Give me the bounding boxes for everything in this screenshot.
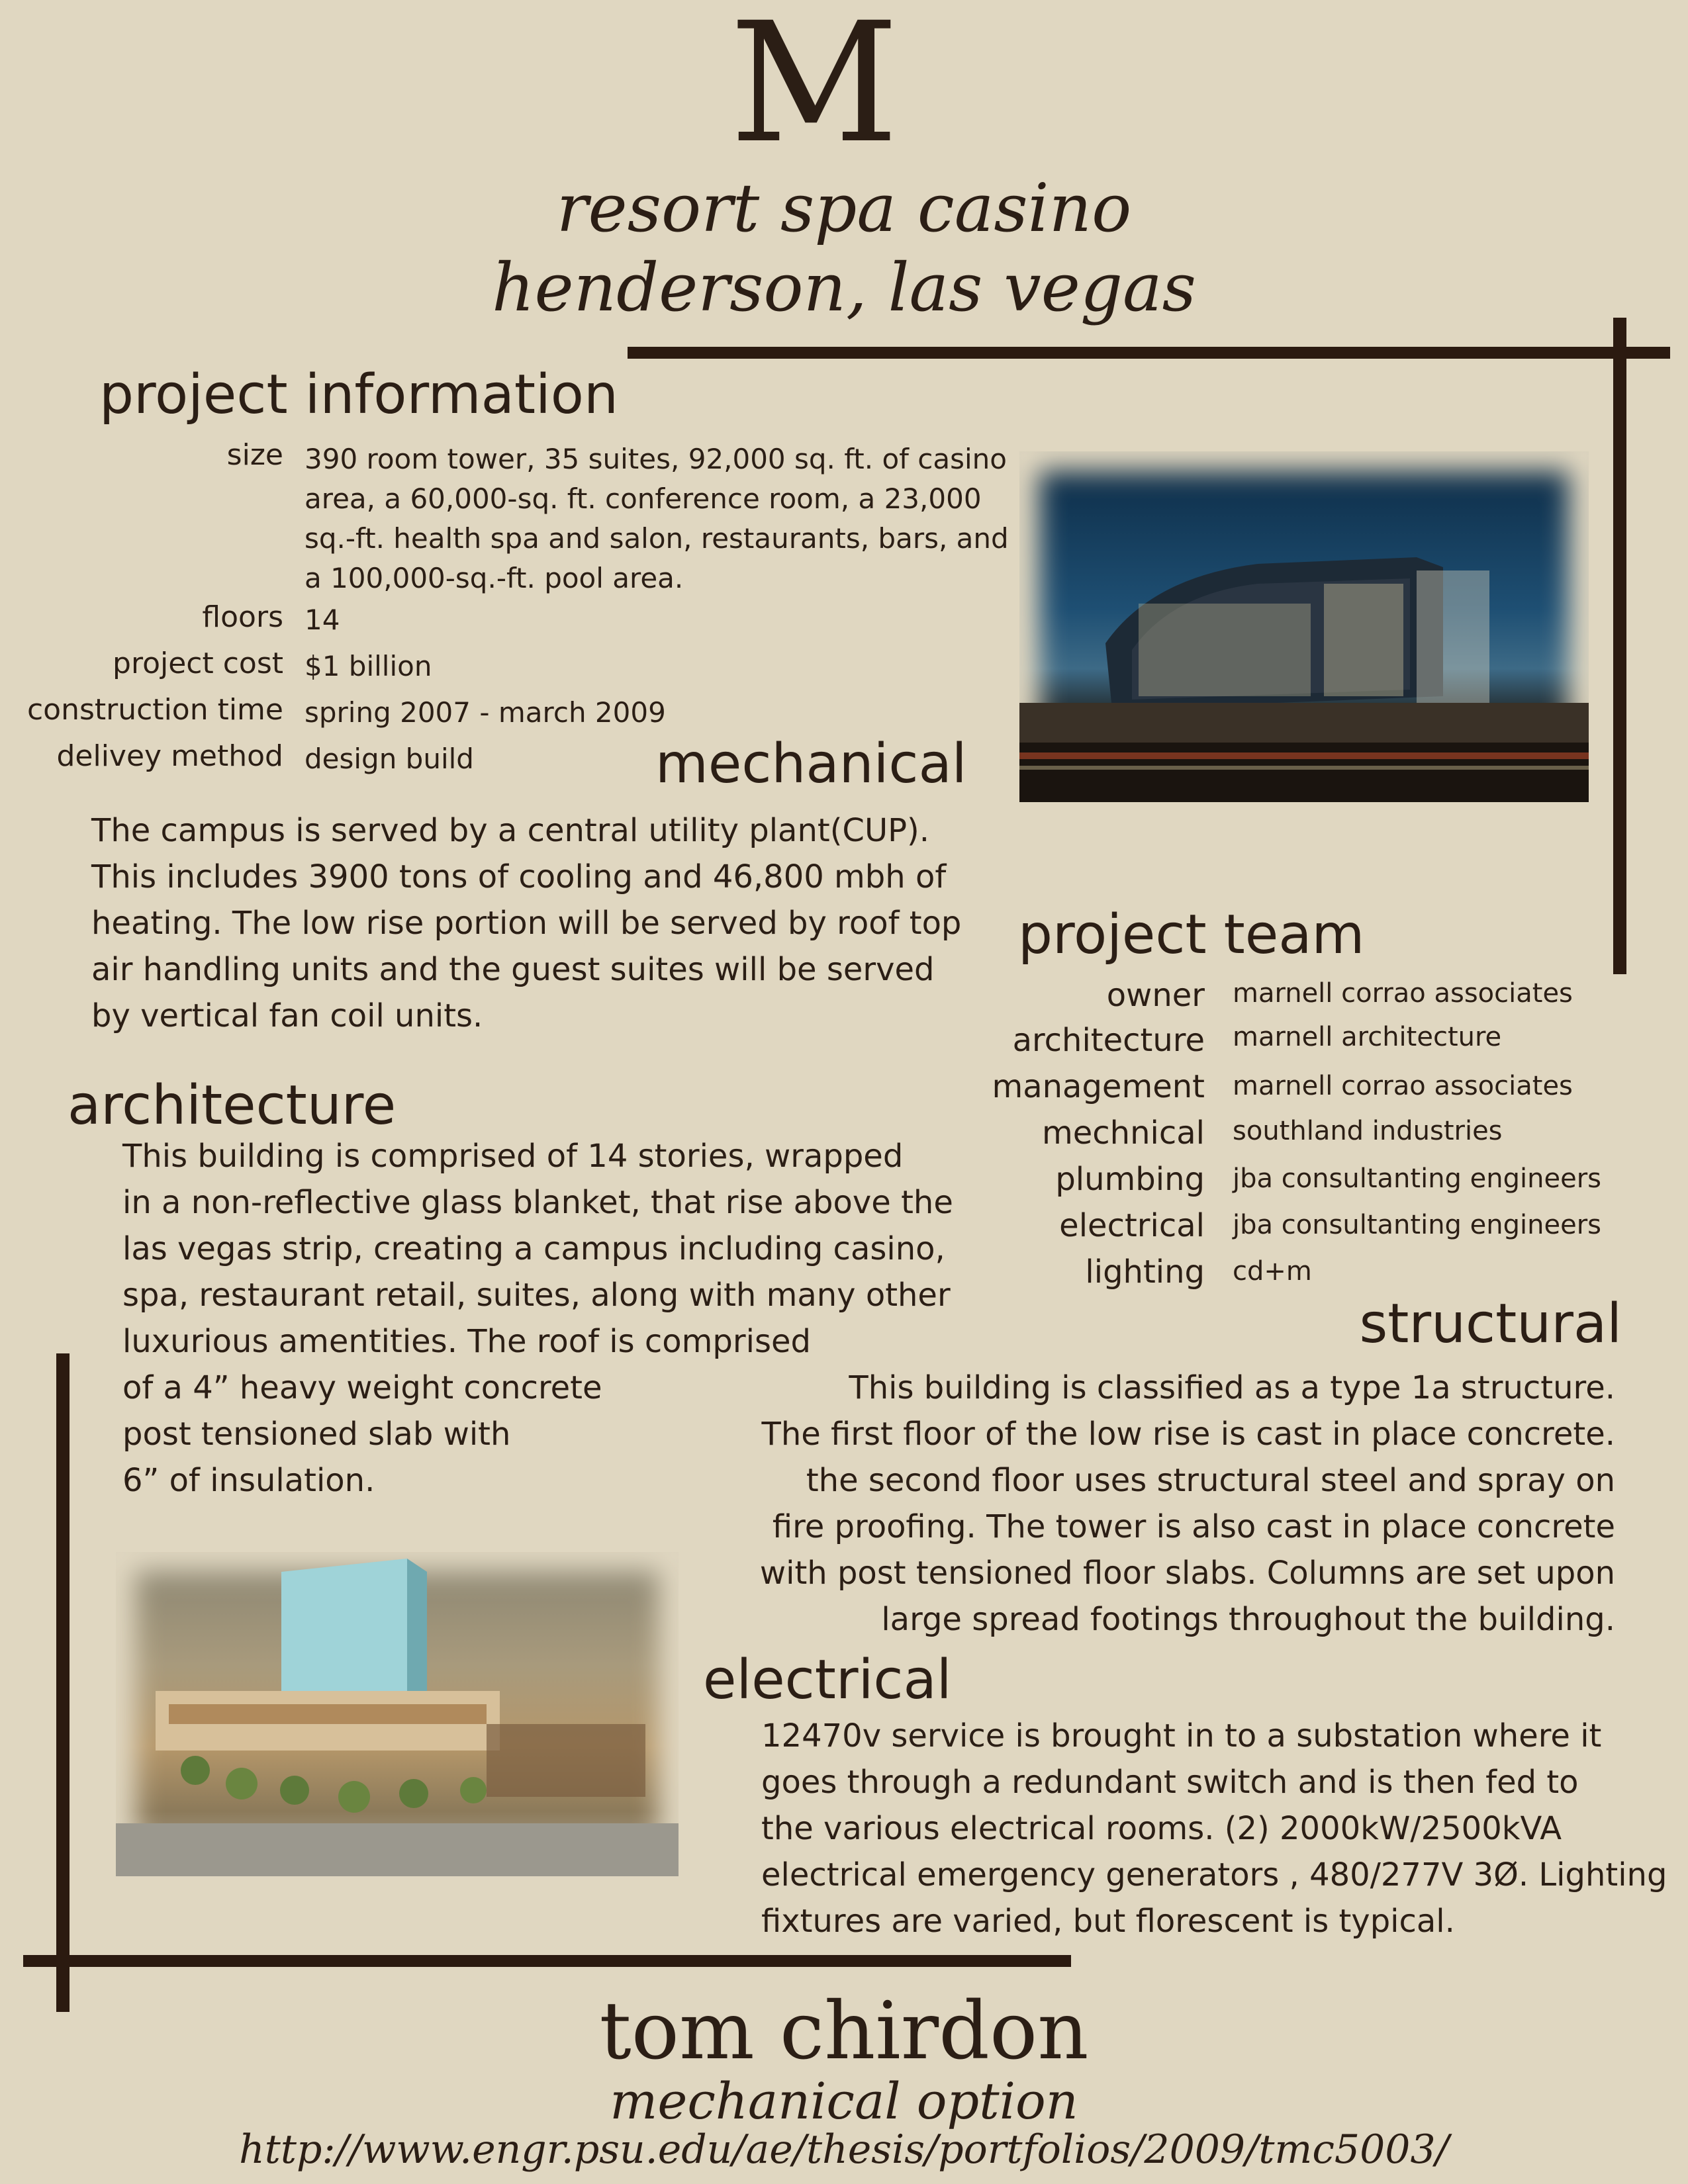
size-line: area, a 60,000-sq. ft. conference room, a 23,000 bbox=[305, 482, 982, 515]
structural-line: fire proofing. The tower is also cast in place concrete bbox=[772, 1508, 1615, 1545]
team-electrical-label: electrical bbox=[1059, 1207, 1205, 1244]
title-line-1: resort spa casino bbox=[556, 169, 1132, 247]
size-line: sq.-ft. health spa and salon, restaurants, bars, and bbox=[305, 522, 1009, 555]
structural-text bbox=[695, 1365, 1615, 1643]
team-mechanical-label: mechnical bbox=[1042, 1115, 1205, 1152]
team-owner-value: marnell corrao associates bbox=[1233, 978, 1573, 1009]
architecture-line: post tensioned slab with bbox=[122, 1416, 511, 1453]
team-plumbing-value: jba consultanting engineers bbox=[1233, 1163, 1601, 1194]
team-plumbing-label: plumbing bbox=[1055, 1161, 1205, 1198]
mechanical-line: air handling units and the guest suites will be served bbox=[91, 951, 935, 988]
construction-time-value: spring 2007 - march 2009 bbox=[305, 696, 666, 729]
hotel-night-photo bbox=[1019, 451, 1589, 802]
floors-value: 14 bbox=[305, 604, 340, 636]
team-electrical-value: jba consultanting engineers bbox=[1233, 1210, 1601, 1240]
hotel-night-illustration bbox=[1019, 451, 1589, 802]
electrical-line: 12470v service is brought in to a substation where it bbox=[761, 1717, 1602, 1754]
size-value bbox=[305, 439, 1009, 598]
author-option: mechanical option bbox=[610, 2071, 1078, 2130]
structural-line: the second floor uses structural steel and spray on bbox=[806, 1462, 1615, 1499]
project-information-heading: project information bbox=[99, 363, 618, 426]
title-line-2: henderson, las vegas bbox=[492, 249, 1196, 326]
mechanical-heading: mechanical bbox=[655, 733, 967, 796]
portfolio-url[interactable]: http://www.engr.psu.edu/ae/thesis/portfolios/2009/tmc5003/ bbox=[239, 2126, 1449, 2173]
electrical-line: goes through a redundant switch and is then fed to bbox=[761, 1764, 1579, 1801]
project-team-heading: project team bbox=[1018, 903, 1365, 966]
electrical-text bbox=[761, 1713, 1667, 1944]
architecture-line: spa, restaurant retail, suites, along with many other bbox=[122, 1277, 951, 1314]
construction-time-label: construction time bbox=[26, 693, 283, 727]
size-label: size bbox=[226, 438, 283, 472]
architectural-model-photo bbox=[116, 1552, 679, 1876]
project-cost-value: $1 billion bbox=[305, 650, 432, 682]
team-lighting-label: lighting bbox=[1085, 1253, 1205, 1291]
size-line: a 100,000-sq.-ft. pool area. bbox=[305, 562, 684, 594]
architecture-line: of a 4” heavy weight concrete bbox=[122, 1369, 602, 1406]
floors-label: floors bbox=[202, 600, 283, 634]
team-owner-label: owner bbox=[1106, 977, 1205, 1014]
architecture-heading: architecture bbox=[68, 1074, 397, 1137]
delivery-method-value: design build bbox=[305, 743, 474, 775]
author-name: tom chirdon bbox=[599, 1985, 1089, 2077]
mechanical-line: heating. The low rise portion will be served by roof top bbox=[91, 905, 962, 942]
logo-m: M bbox=[729, 0, 892, 179]
mechanical-line: This includes 3900 tons of cooling and 46,800 mbh of bbox=[91, 858, 947, 895]
mechanical-text bbox=[91, 807, 961, 1039]
team-mechanical-value: southland industries bbox=[1233, 1116, 1503, 1146]
model-illustration bbox=[116, 1552, 679, 1876]
electrical-line: electrical emergency generators , 480/277V 3Ø. Lighting bbox=[761, 1856, 1667, 1893]
electrical-line: the various electrical rooms. (2) 2000kW/2500kVA bbox=[761, 1810, 1562, 1847]
architecture-line: 6” of insulation. bbox=[122, 1462, 375, 1499]
architecture-line: luxurious amentities. The roof is comprised bbox=[122, 1323, 811, 1360]
mechanical-line: by vertical fan coil units. bbox=[91, 997, 483, 1034]
size-line: 390 room tower, 35 suites, 92,000 sq. ft. of casino bbox=[305, 443, 1007, 475]
architecture-line: in a non-reflective glass blanket, that rise above the bbox=[122, 1184, 953, 1221]
right-vertical-rule bbox=[1613, 318, 1626, 974]
structural-heading: structural bbox=[1359, 1293, 1622, 1355]
team-management-label: management bbox=[992, 1068, 1205, 1105]
architecture-line: This building is comprised of 14 stories, wrapped bbox=[122, 1138, 904, 1175]
mechanical-line: The campus is served by a central utility plant(CUP). bbox=[91, 812, 929, 849]
project-cost-label: project cost bbox=[113, 647, 283, 680]
delivery-method-label: delivey method bbox=[56, 739, 283, 773]
team-management-value: marnell corrao associates bbox=[1233, 1071, 1573, 1101]
team-architecture-label: architecture bbox=[1012, 1022, 1205, 1059]
structural-line: The first floor of the low rise is cast in place concrete. bbox=[761, 1416, 1615, 1453]
top-horizontal-rule bbox=[628, 347, 1670, 359]
structural-line: with post tensioned floor slabs. Columns are set upon bbox=[759, 1555, 1615, 1592]
bottom-horizontal-rule bbox=[23, 1955, 1071, 1967]
structural-line: This building is classified as a type 1a structure. bbox=[849, 1369, 1615, 1406]
team-lighting-value: cd+m bbox=[1233, 1256, 1312, 1287]
architecture-line: las vegas strip, creating a campus including casino, bbox=[122, 1230, 945, 1267]
electrical-line: fixtures are varied, but florescent is typical. bbox=[761, 1903, 1455, 1940]
left-vertical-rule bbox=[56, 1353, 70, 2012]
electrical-heading: electrical bbox=[703, 1649, 952, 1711]
team-architecture-value: marnell architecture bbox=[1233, 1022, 1502, 1052]
structural-line: large spread footings throughout the building. bbox=[881, 1601, 1615, 1638]
